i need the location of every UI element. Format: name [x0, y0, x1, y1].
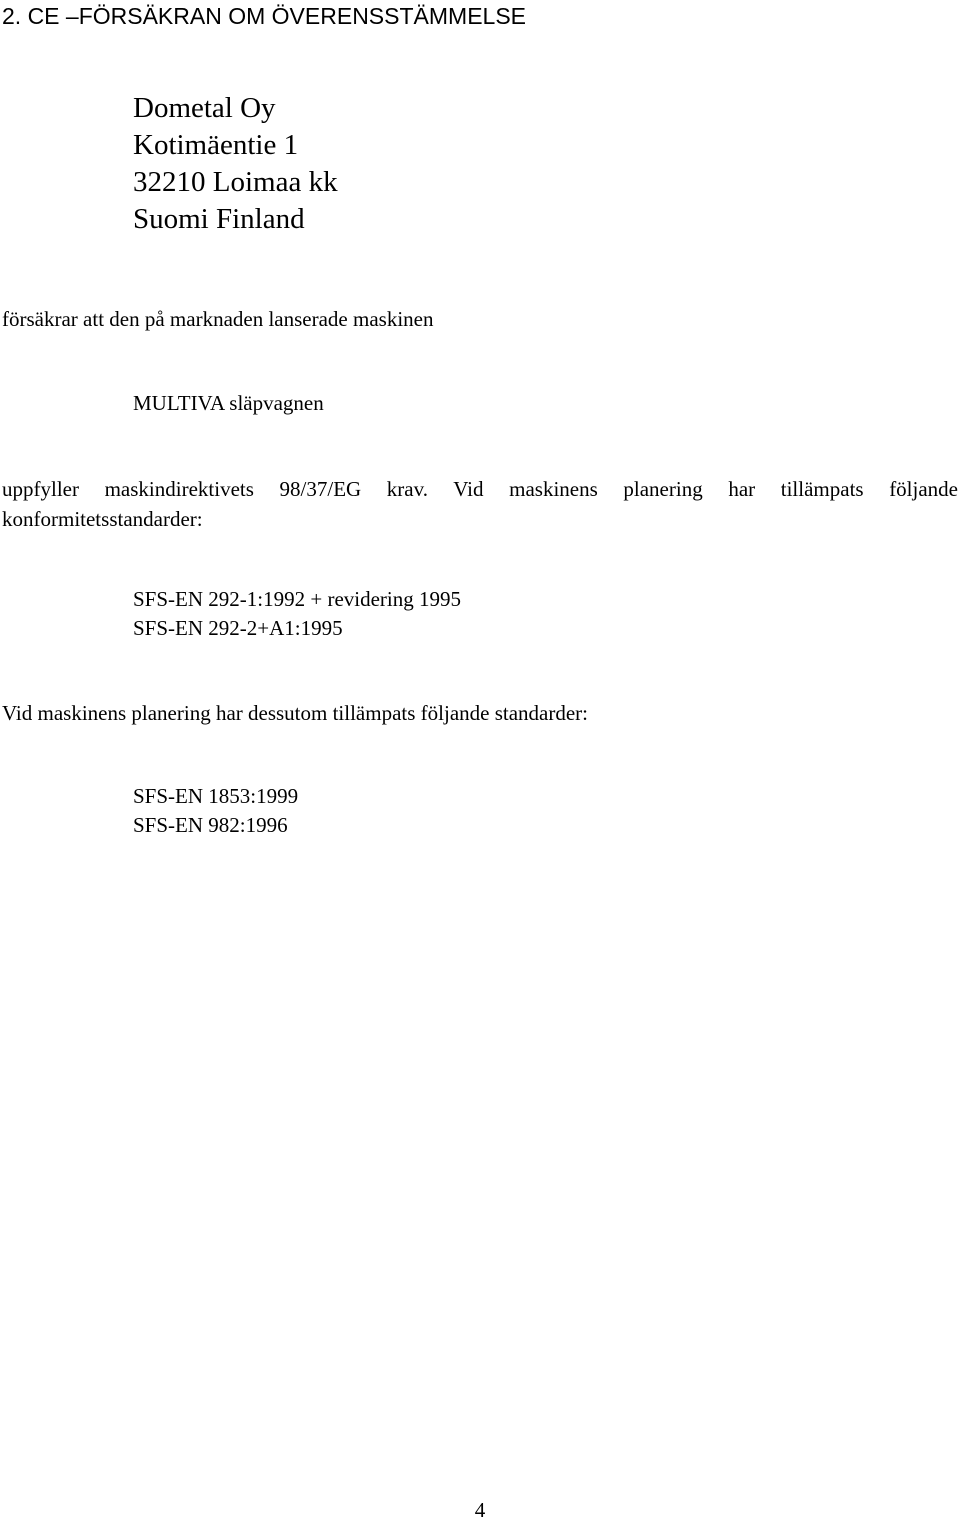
additional-standards-intro: Vid maskinens planering har dessutom tillämpats följande standarder:	[2, 701, 589, 725]
conformity-standard-2: SFS-EN 292-2+A1:1995	[133, 616, 343, 640]
compliance-paragraph: uppfyller maskindirektivets 98/37/EG krav. Vid maskinens planering har tillämpats följande konformitetsstandarder:	[2, 477, 958, 531]
additional-standard-2: SFS-EN 982:1996	[133, 813, 288, 837]
additional-standard-1: SFS-EN 1853:1999	[133, 784, 299, 808]
page-number: 4	[474, 1498, 486, 1522]
manufacturer-country: Suomi Finland	[133, 203, 305, 235]
declaration-intro: försäkrar att den på marknaden lanserade maskinen	[2, 307, 434, 331]
manufacturer-city: 32210 Loimaa kk	[133, 166, 338, 198]
manufacturer-name: Dometal Oy	[133, 92, 276, 124]
machine-name: MULTIVA släpvagnen	[133, 391, 324, 415]
manufacturer-street: Kotimäentie 1	[133, 129, 299, 161]
document-heading: 2. CE –FÖRSÄKRAN OM ÖVERENSSTÄMMELSE	[2, 3, 527, 29]
conformity-standard-1: SFS-EN 292-1:1992 + revidering 1995	[133, 587, 461, 611]
